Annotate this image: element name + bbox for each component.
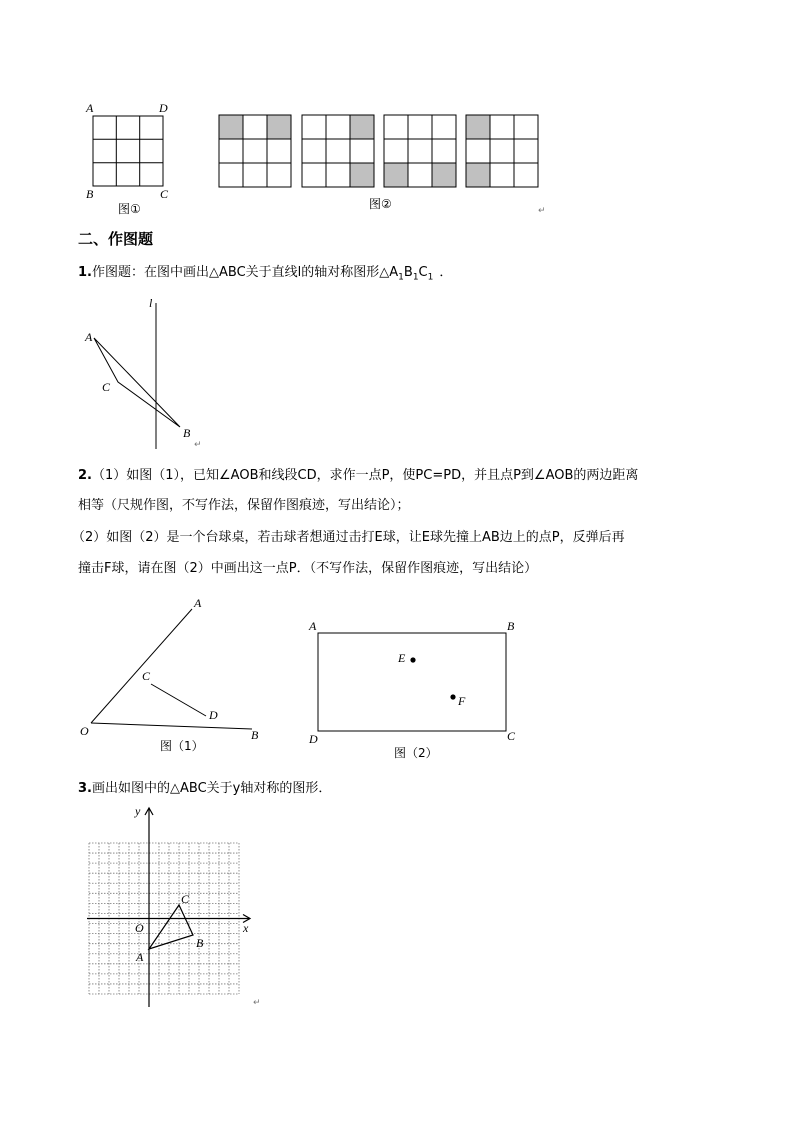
point-b-label: B <box>507 619 515 633</box>
point-c-label: C <box>102 380 111 394</box>
line-l-label: l <box>149 296 153 310</box>
point-a-label: A <box>136 950 144 964</box>
point-d-label: D <box>209 708 218 722</box>
point-b-label: B <box>196 936 204 950</box>
label-a: A <box>86 101 94 115</box>
point-b-label: B <box>183 426 191 440</box>
origin-label: O <box>135 921 144 935</box>
figure-2-caption: 图（2） <box>394 746 438 760</box>
ball-e-label: E <box>398 651 406 665</box>
return-mark: ↵ <box>253 998 261 1008</box>
question-2-number: 2. <box>78 468 92 483</box>
return-mark: ↵ <box>538 206 546 216</box>
section-heading: 二、作图题 <box>78 230 154 248</box>
label-c: C <box>160 187 169 201</box>
point-a-label: A <box>309 619 317 633</box>
question-2-line-3: （2）如图（2）是一个台球桌，若击球者想通过击打E球，让E球先撞上AB边上的点P，反弹后再 <box>72 530 625 545</box>
triangle-abc <box>149 905 193 949</box>
y-axis-label: y <box>135 804 141 818</box>
ball-f-label: F <box>458 694 466 708</box>
point-b-label: B <box>251 728 259 742</box>
point-a-label: A <box>194 596 202 610</box>
figure-2-caption: 图② <box>369 197 392 211</box>
label-b: B <box>86 187 94 201</box>
question-1-c: C <box>418 265 428 280</box>
question-1-number: 1. <box>78 265 92 280</box>
question-1-sub-b: 1 <box>412 272 419 283</box>
question-1-sub-a: 1 <box>398 272 404 283</box>
point-o-label: O <box>80 724 89 738</box>
question-2-line-2: 相等（尺规作图，不写作法，保留作图痕迹，写出结论）； <box>78 498 410 513</box>
x-axis-label: x <box>243 921 249 935</box>
question-1-end: ． <box>439 265 453 280</box>
figure-1-caption: 图① <box>118 202 141 216</box>
question-1-b: B <box>403 265 413 280</box>
point-a-label: A <box>85 330 93 344</box>
question-3-number: 3. <box>78 781 92 796</box>
question-2-text-1: （1）如图（1），已知∠AOB和线段CD，求作一点P，使PC=PD，并且点P到∠AOB的两边距离 <box>91 468 639 483</box>
point-c-label: C <box>181 892 190 906</box>
point-d-label: D <box>309 732 318 746</box>
question-1-text: 作图题：在图中画出△ABC关于直线l的轴对称图形△A <box>91 265 399 280</box>
point-c-label: C <box>507 729 516 743</box>
return-mark: ↵ <box>194 440 202 450</box>
point-c-label: C <box>142 669 151 683</box>
question-2-line-4: 撞击F球，请在图（2）中画出这一点P．（不写作法，保留作图痕迹，写出结论） <box>78 561 538 576</box>
question-3-text: 画出如图中的△ABC关于y轴对称的图形． <box>91 781 332 796</box>
label-d: D <box>159 101 168 115</box>
figure-1-caption: 图（1） <box>160 739 204 753</box>
question-1-sub-c: 1 <box>427 272 434 283</box>
